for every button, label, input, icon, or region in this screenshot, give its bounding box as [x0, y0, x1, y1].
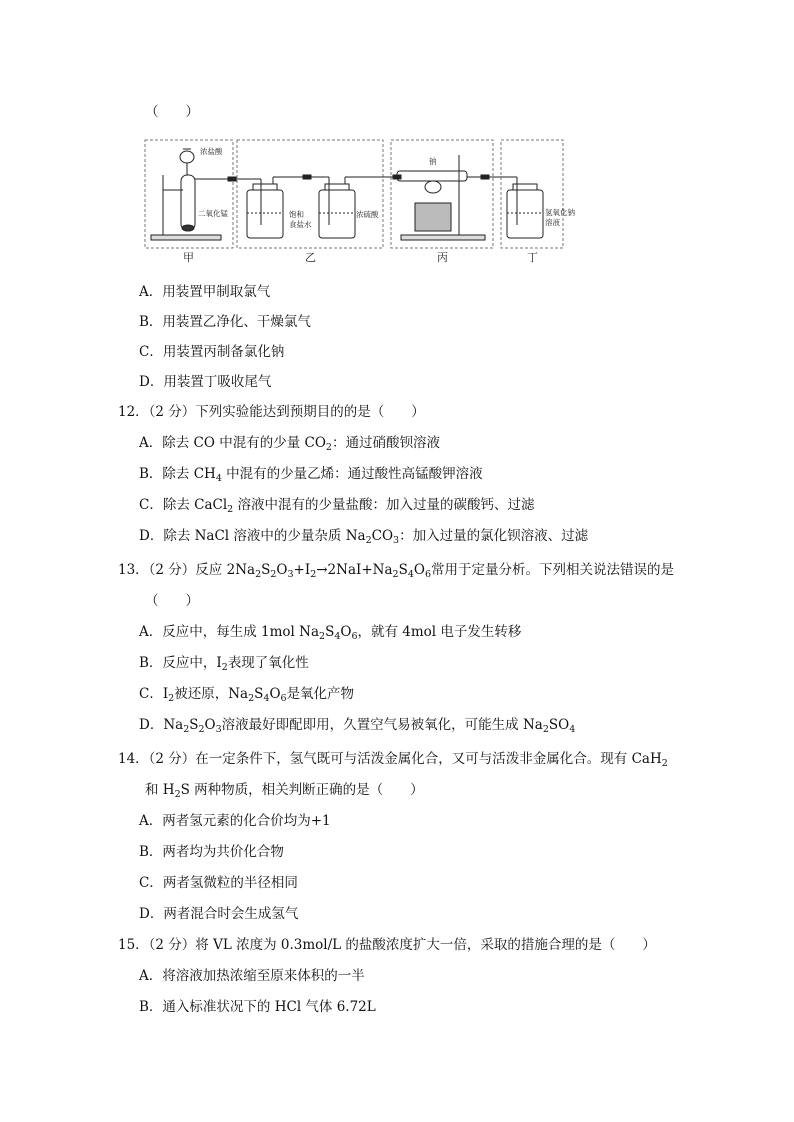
q15-option-a: A．将溶液加热浓缩至原来体积的一半: [139, 968, 365, 984]
q14-option-c: C．两者氢微粒的半径相同: [139, 875, 298, 891]
box-label-yi: 乙: [305, 251, 316, 264]
q12-stem: 12．（2 分）下列实验能达到预期目的的是（ ）: [118, 404, 425, 420]
box-bing: [391, 140, 493, 248]
q11-option-c: C．用装置丙制备氯化钠: [139, 344, 285, 360]
q15-stem: 15．（2 分）将 VL 浓度为 0.3mol/L 的盐酸浓度扩大一倍，采取的措施合理的是（ ）: [118, 937, 656, 953]
q15-option-b: B．通入标准状况下的 HCl 气体 6.72L: [139, 999, 376, 1015]
q13-option-a: A．反应中，每生成 1mol $Na_2S_4O_6$，就有 4mol 电子发生转移: [139, 624, 522, 642]
label-mno2: 二氧化锰: [198, 209, 228, 218]
q11-option-d: D．用装置丁吸收尾气: [139, 374, 272, 390]
q12-option-a: A．除去 CO 中混有的少量 $CO_2$：通过硝酸钡溶液: [139, 435, 440, 453]
label-sodium: 钠: [429, 157, 437, 166]
label-conc-h2so4: 浓硫酸: [356, 210, 379, 219]
q12-option-d: D．除去 NaCl 溶液中的少量杂质 $Na_2CO_3$：加入过量的氯化钡溶液、过滤: [139, 528, 589, 546]
box-yi: [237, 140, 383, 248]
q14-option-d: D．两者混合时会生成氢气: [139, 906, 299, 922]
label-conc-hcl: 浓盐酸: [200, 147, 223, 156]
q13-option-d: D．$Na_2S_2O_3$溶液最好即配即用，久置空气易被氧化，可能生成 $Na_2SO_4$: [139, 717, 576, 735]
q14-option-b: B．两者均为共价化合物: [139, 844, 284, 860]
apparatus-yi: [228, 175, 397, 238]
q13-option-c: C．$I_2$被还原，$Na_2S_4O_6$是氧化产物: [139, 686, 355, 704]
box-ding: [501, 140, 563, 248]
q11-option-b: B．用装置乙净化、干燥氯气: [139, 314, 311, 330]
label-sat-1: 饱和: [289, 210, 304, 219]
apparatus-figure: [143, 135, 575, 267]
label-naoh-2: 溶液: [545, 218, 560, 227]
box-label-ding: 丁: [527, 251, 538, 264]
box-jia: [145, 140, 233, 248]
box-label-jia: 甲: [183, 251, 194, 264]
label-sat-2: 食盐水: [289, 220, 312, 229]
q14-stem-line1: 14．（2 分）在一定条件下，氢气既可与活泼金属化合，又可与活泼非金属化合。现有 CaH$_2$: [118, 751, 668, 769]
apparatus-bing: [393, 155, 507, 240]
label-naoh-1: 氢氧化钠: [545, 208, 575, 217]
q13-paren: （ ）: [145, 593, 199, 609]
q13-stem: 13．（2 分）反应 $2Na_2S_2O_3+I_2\to 2NaI+Na_2S_4O_6$常用于定量分析。下列相关说法错误的是: [118, 562, 674, 580]
q11-paren: （ ）: [145, 104, 199, 120]
box-label-bing: 丙: [437, 251, 448, 264]
q12-option-c: C．除去 CaCl$_2$ 溶液中混有的少量盐酸：加入过量的碳酸钙、过滤: [139, 497, 535, 515]
q13-option-b: B．反应中，$I_2$表现了氧化性: [139, 655, 309, 673]
apparatus-ding: [507, 177, 543, 238]
q14-option-a: A．两者氢元素的化合价均为+1: [139, 813, 331, 829]
q14-stem-line2: 和 $H_2S$ 两种物质，相关判断正确的是（ ）: [145, 782, 424, 800]
q11-option-a: A．用装置甲制取氯气: [139, 284, 271, 300]
q12-option-b: B．除去 $CH_4$ 中混有的少量乙烯：通过酸性高锰酸钾溶液: [139, 466, 483, 484]
apparatus-jia: [151, 149, 239, 240]
